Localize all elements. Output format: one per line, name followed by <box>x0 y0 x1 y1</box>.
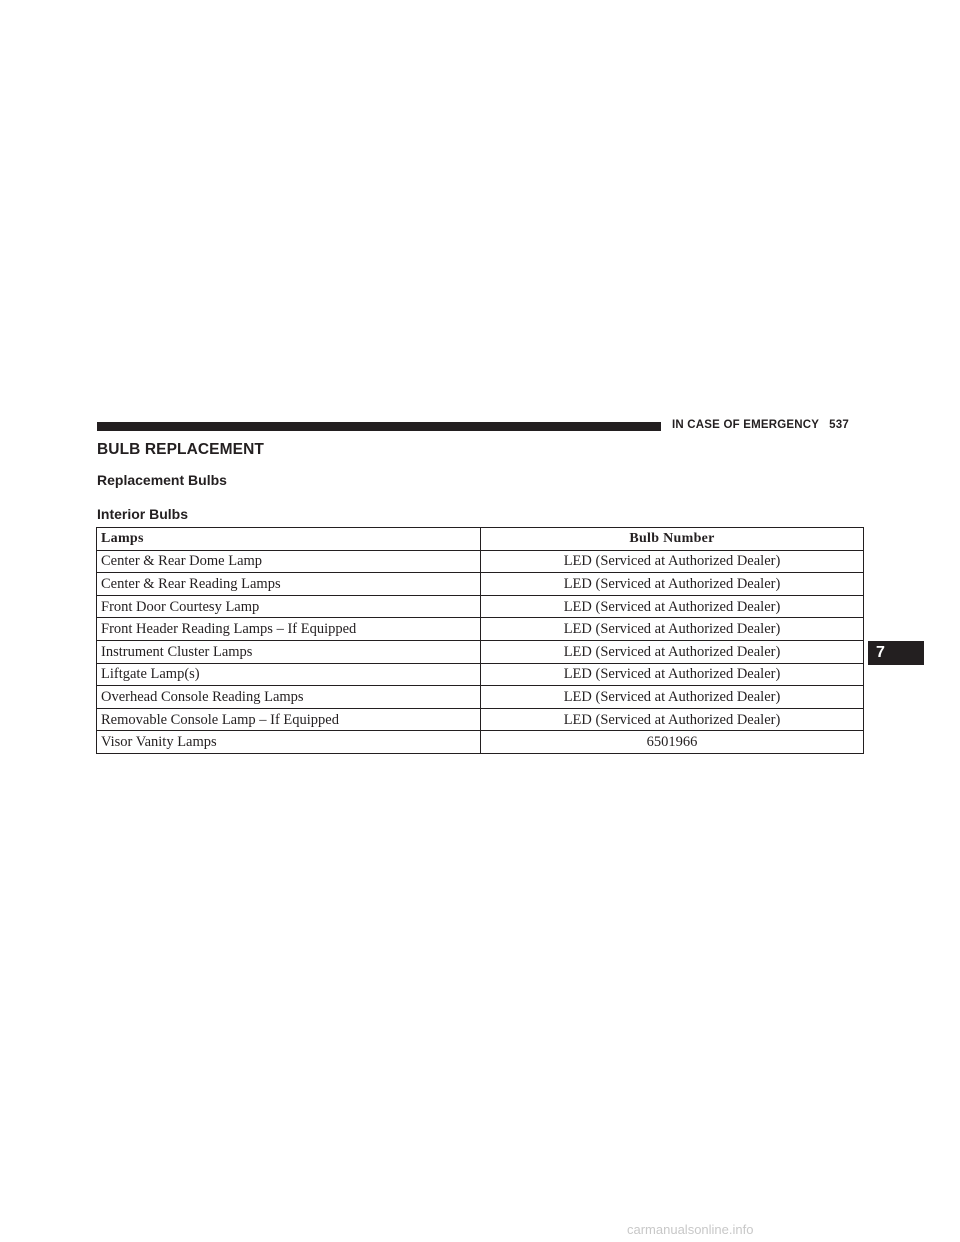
table-row <box>97 731 864 754</box>
table-row <box>97 618 864 641</box>
table-row <box>97 686 864 709</box>
running-head-section: IN CASE OF EMERGENCY <box>672 419 820 431</box>
table-row <box>97 708 864 731</box>
table-row <box>97 595 864 618</box>
table-row <box>97 550 864 573</box>
column-header-bulb-number: Bulb Number <box>481 528 864 551</box>
bulb-number-cell: LED (Serviced at Authorized Dealer) <box>481 573 864 596</box>
bulb-number-cell: LED (Serviced at Authorized Dealer) <box>481 663 864 686</box>
lamp-cell: Center & Rear Dome Lamp <box>97 550 481 573</box>
watermark-text: carmanualsonline.info <box>627 1222 754 1237</box>
lamp-cell: Front Door Courtesy Lamp <box>97 595 481 618</box>
lamp-cell: Instrument Cluster Lamps <box>97 640 481 663</box>
bulb-number-cell: LED (Serviced at Authorized Dealer) <box>481 640 864 663</box>
lamp-cell: Center & Rear Reading Lamps <box>97 573 481 596</box>
interior-bulbs-table <box>96 527 864 754</box>
lamp-cell: Liftgate Lamp(s) <box>97 663 481 686</box>
bulb-number-cell: LED (Serviced at Authorized Dealer) <box>481 595 864 618</box>
lamp-cell: Removable Console Lamp – If Equipped <box>97 708 481 731</box>
page-number: 537 <box>829 419 849 431</box>
table-row <box>97 640 864 663</box>
section-title: BULB REPLACEMENT <box>97 441 264 458</box>
bulb-number-cell: LED (Serviced at Authorized Dealer) <box>481 708 864 731</box>
chapter-tab: 7 <box>868 641 924 665</box>
table-row <box>97 573 864 596</box>
table-row <box>97 663 864 686</box>
bulb-number-cell: LED (Serviced at Authorized Dealer) <box>481 550 864 573</box>
bulb-number-cell: 6501966 <box>481 731 864 754</box>
table-title: Interior Bulbs <box>97 506 189 522</box>
lamp-cell: Overhead Console Reading Lamps <box>97 686 481 709</box>
column-header-lamps: Lamps <box>97 528 481 551</box>
bulb-number-cell: LED (Serviced at Authorized Dealer) <box>481 686 864 709</box>
table-header-row <box>97 528 864 551</box>
lamp-cell: Front Header Reading Lamps – If Equipped <box>97 618 481 641</box>
lamp-cell: Visor Vanity Lamps <box>97 731 481 754</box>
bulb-number-cell: LED (Serviced at Authorized Dealer) <box>481 618 864 641</box>
sub-title: Replacement Bulbs <box>97 472 227 488</box>
running-head <box>672 419 849 431</box>
header-rule <box>97 422 661 431</box>
